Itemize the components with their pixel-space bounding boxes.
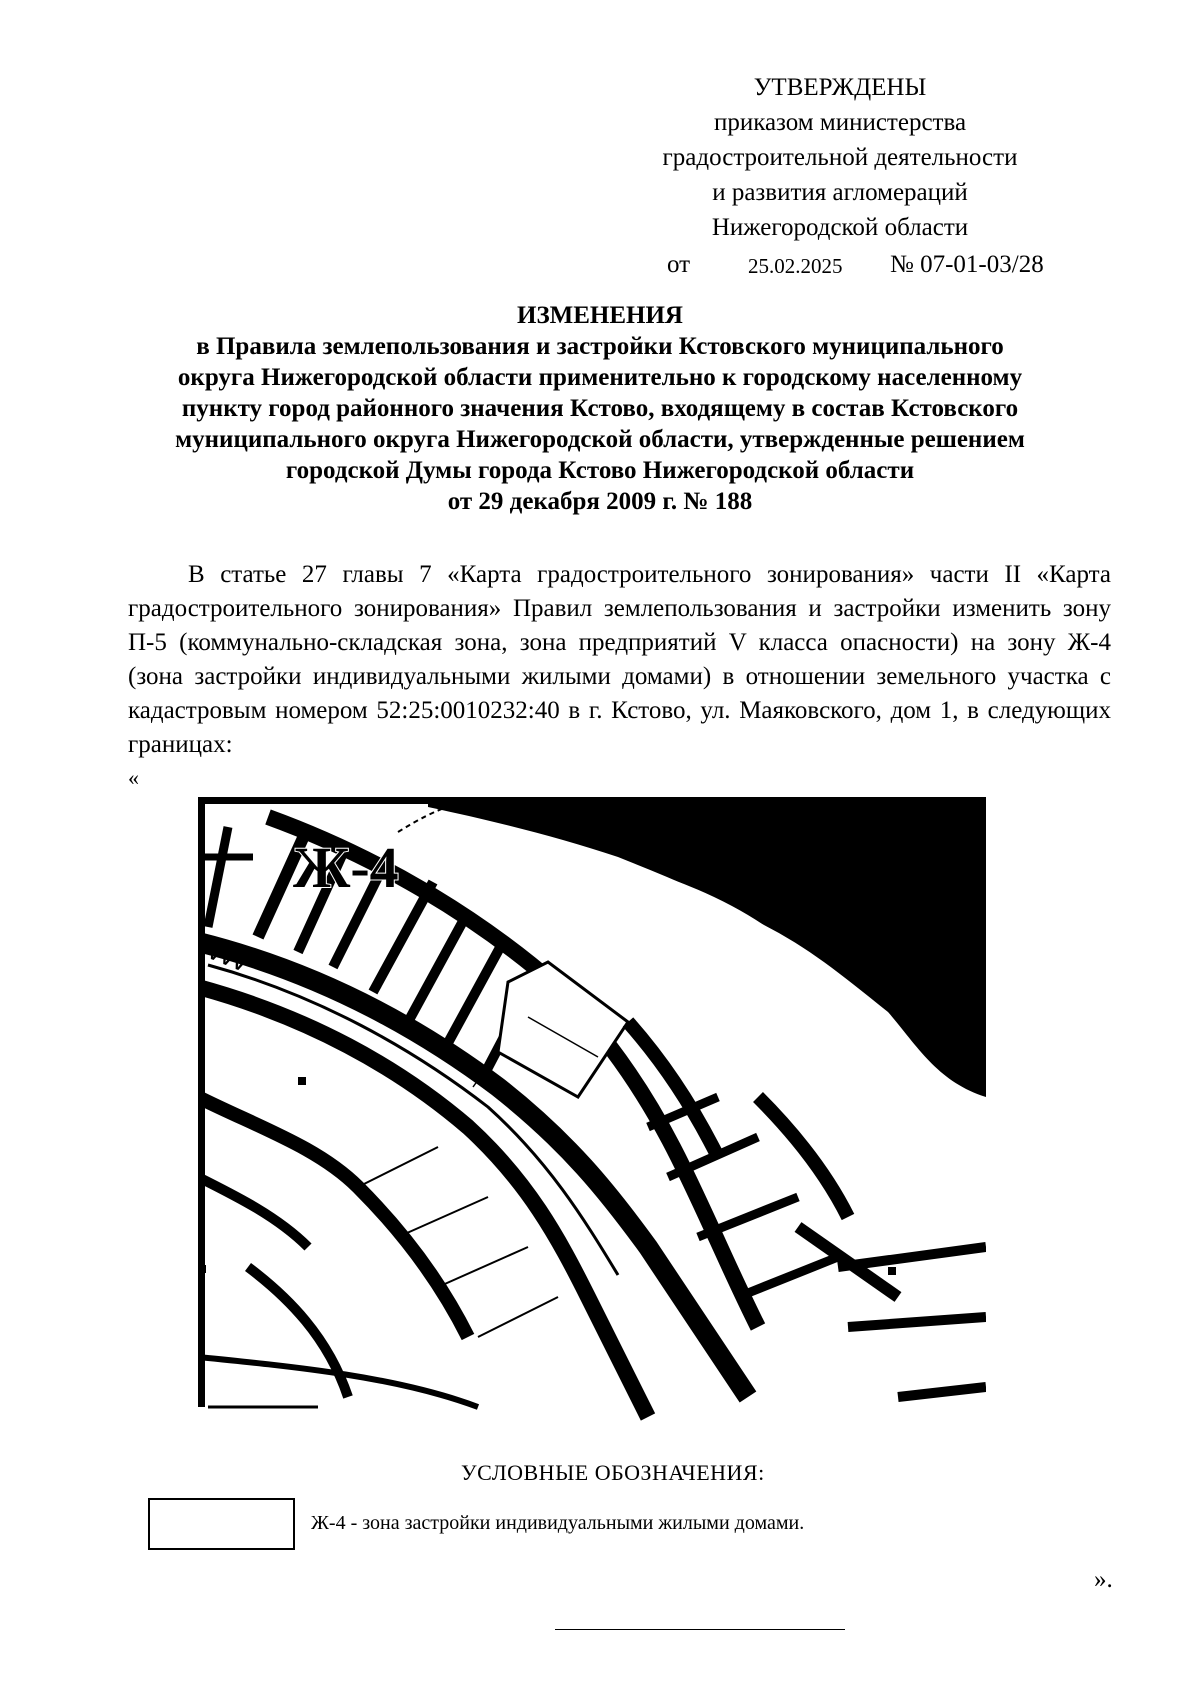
order-number: № 07-01-03/28 (890, 251, 1044, 278)
zoning-map (198, 797, 986, 1425)
title-line: пункту город районного значения Кстово, входящему в состав Кстовского (181, 395, 1019, 422)
approval-date: 25.02.2025 (748, 254, 843, 278)
title-line: округа Нижегородской области применительно к городскому населенному (177, 364, 1023, 391)
body-paragraph: В статье 27 главы 7 «Карта градостроительного зонирования» части II «Карта градостроительного зонирования» Правил землепользования и застройки изменить зону П-5 (коммунально-складская зона, зона предприятий V класса опасности) на зону Ж-4 (зона застройки индивидуальными жилыми домами) в отношении земельного участка с кадастровым номером 52:25:0010232:40 в г. Кстово, ул. Маяковского, дом 1, в следующих границах: (128, 561, 1111, 758)
legend-swatch (148, 1498, 295, 1550)
title-heading: ИЗМЕНЕНИЯ (517, 302, 683, 329)
title-line: от 29 декабря 2009 г. № 188 (447, 488, 753, 515)
map-zone-label: Ж-4 (293, 835, 399, 900)
approval-block (600, 70, 1080, 282)
date-prefix: от (667, 251, 691, 278)
map-road-marking: VVV (204, 941, 250, 977)
legend-heading: УСЛОВНЫЕ ОБОЗНАЧЕНИЯ: (461, 1460, 765, 1485)
footer-rule (555, 1629, 845, 1630)
approval-line: приказом министерства (713, 109, 967, 136)
approval-line: и развития агломераций (712, 179, 968, 206)
close-quote: ». (1094, 1566, 1113, 1593)
approval-dateline (600, 247, 1080, 282)
approval-heading: УТВЕРЖДЕНЫ (753, 74, 927, 101)
open-quote: « (128, 765, 139, 790)
document-title (100, 300, 1100, 517)
body-text (128, 558, 1111, 762)
zoning-map-graphic (198, 797, 986, 1425)
title-line: городской Думы города Кстово Нижегородской области (285, 457, 915, 484)
approval-line: градостроительной деятельности (662, 144, 1018, 171)
legend-entry: Ж-4 - зона застройки индивидуальными жилыми домами. (311, 1512, 805, 1534)
title-line: муниципального округа Нижегородской области, утвержденные решением (175, 426, 1025, 453)
approval-line: Нижегородской области (711, 214, 969, 241)
title-line: в Правила землепользования и застройки Кстовского муниципального (196, 333, 1004, 360)
